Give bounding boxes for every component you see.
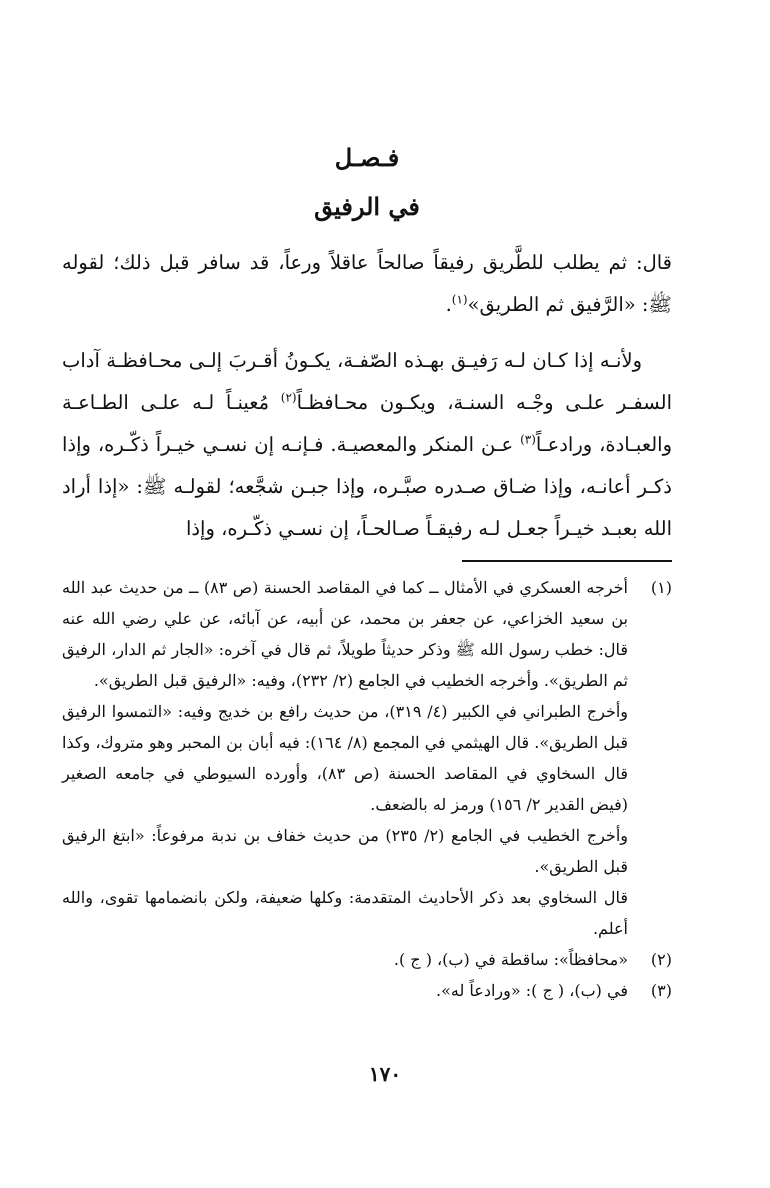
main-text <box>62 242 672 550</box>
paragraph-2-text-c: عـن المنكر والمعصيـة. فـإنـه إن نسـي خيـراً ذكّـره، وإذا ذكـر أعانـه، وإذا ضـاق صـدره صبَّـره، وإذا جبـن شجَّعه؛ لقولـه ﷺ: «إذا أراد الله بعبـد خيـراً جعـل لـه رفيقـاً صـالحـاً، إن نسـي ذكّـره، وإذا <box>62 432 672 540</box>
footnote-paragraph: في (ب)، ( ج ): «ورادعاً له». <box>436 980 628 1000</box>
paragraph-2-text-a: ولأنـه إذا كـان لـه رَفيـق بهـذه الصّفـة، يكـونُ أقـربَ إلـى محـافظـة آداب السفـر علـى وجْـه السنـة، ويكـون محـافظـاً <box>62 348 672 414</box>
footnote-body <box>62 572 628 944</box>
footnote-number: (٢) <box>650 949 672 969</box>
paragraph-1-text: قال: ثم يطلب للطَّريق رفيقاً صالحاً عاقلاً ورعاً، قد سافر قبل ذلك؛ لقوله ﷺ: «الرَّفيق ثم الطريق» <box>62 250 672 316</box>
footnote-body <box>62 975 628 1006</box>
footnotes <box>62 572 672 1006</box>
footnote-ref-2[interactable]: (٢) <box>280 390 297 405</box>
footnote-paragraph: أخرجه العسكري في الأمثال ــ كما في المقاصد الحسنة (ص ٨٣) ــ من حديث عبد الله بن سعيد الخزاعي، عن جعفر بن محمد، عن أبيه، عن آبائه، عن علي رضي الله عنه قال: خطب رسول الله ﷺ وذكر حديثاً طويلاً، ثم قال في آخره: «الجار ثم الدار، الرفيق ثم الطريق». وأخرجه الخطيب في الجامع (٢/ ٢٣٢)، وفيه: «الرفيق قبل الطريق». <box>62 577 629 690</box>
footnote-number: (١) <box>650 577 672 597</box>
page-content <box>62 138 672 1006</box>
footnote-ref-3[interactable]: (٣) <box>520 432 536 447</box>
footnote-3 <box>62 975 672 1006</box>
footnote-body <box>62 944 628 975</box>
page-number: ١٧٠ <box>368 1062 402 1086</box>
footnote-paragraph: وأخرج الخطيب في الجامع (٢/ ٢٣٥) من حديث خفاف بن ندبة مرفوعاً: «ابتغ الرفيق قبل الطريق». <box>62 825 628 876</box>
footnote-paragraph: قال السخاوي بعد ذكر الأحاديث المتقدمة: وكلها ضعيفة، ولكن بانضمامها تقوى، والله أعلم. <box>62 887 628 938</box>
paragraph-1-tail: . <box>445 292 452 316</box>
footnote-number: (٣) <box>650 980 672 1000</box>
footnote-separator <box>462 560 672 562</box>
main-paragraph-2 <box>62 340 672 550</box>
footnote-ref-1[interactable]: (١) <box>451 292 468 307</box>
section-subtitle: في الرفيق <box>314 191 420 221</box>
main-paragraph-1 <box>62 242 672 326</box>
section-heading: فـصـل <box>334 143 400 172</box>
footnote-1 <box>62 572 672 944</box>
paragraph-2-text-b: مُعينـاً لـه علـى الطـاعـة والعبـادة، ورادعـاً <box>62 390 672 456</box>
footnote-paragraph: «محافظاً»: ساقطة في (ب)، ( ج ). <box>393 949 628 969</box>
footnote-2 <box>62 944 672 975</box>
footnote-paragraph: وأخرج الطبراني في الكبير (٤/ ٣١٩)، من حديث رافع بن خديج وفيه: «التمسوا الرفيق قبل الطريق». قال الهيثمي في المجمع (٨/ ١٦٤): فيه أبان بن المحبر وهو متروك، وكذا قال السخاوي في المقاصد الحسنة (ص ٨٣)، وأورده السيوطي في جامعه الصغير (فيض القدير ٢/ ١٥٦) ورمز له بالضعف. <box>62 701 629 814</box>
